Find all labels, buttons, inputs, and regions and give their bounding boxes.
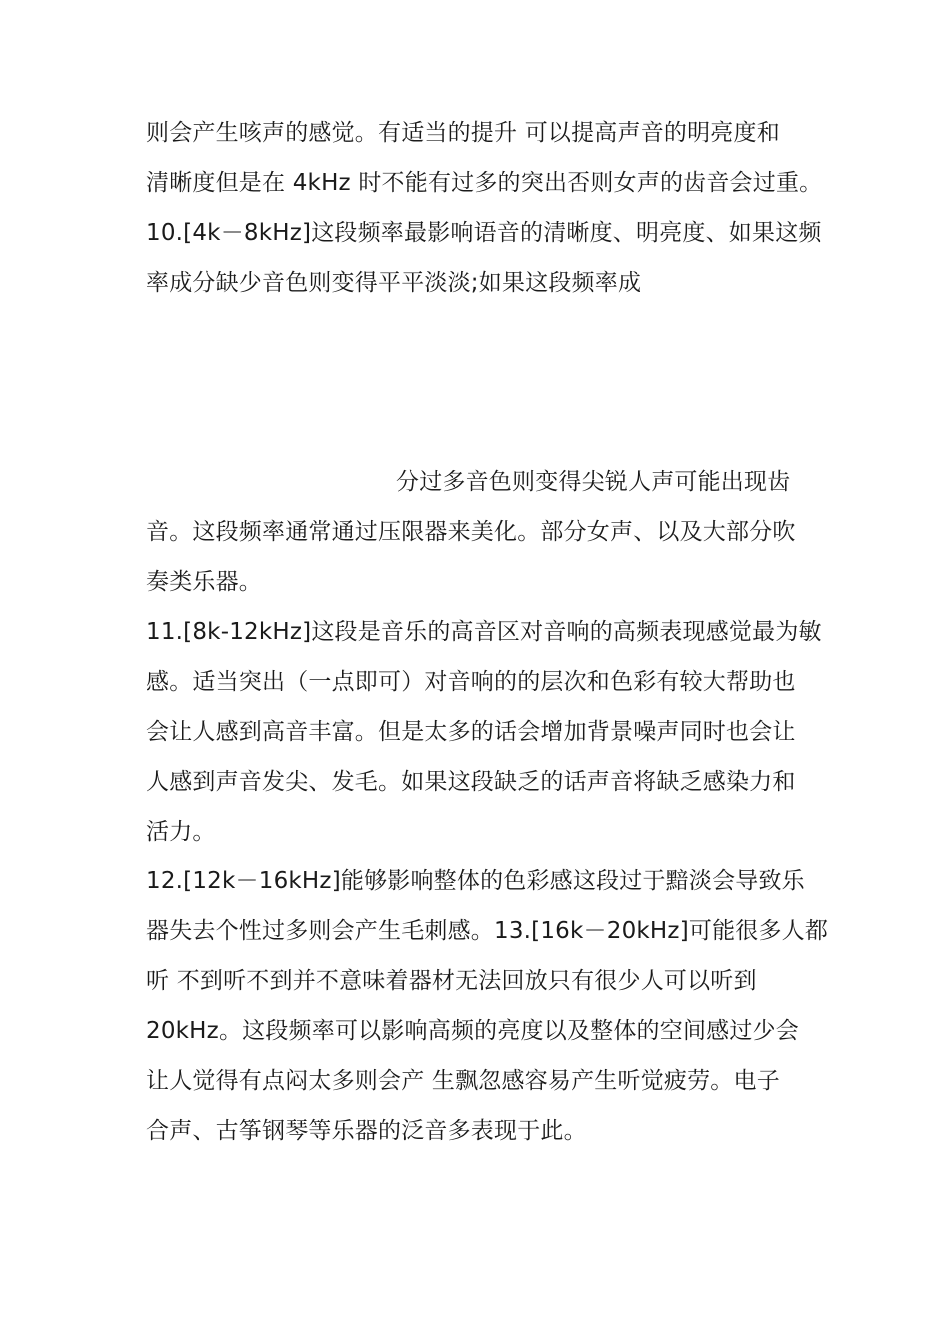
text-line: 合声、古筝钢琴等乐器的泛音多表现于此。 [146, 1118, 587, 1144]
text-line: 10.[4k－8kHz]这段频率最影响语音的清晰度、明亮度、如果这频 [146, 220, 822, 246]
text-line: 人感到声音发尖、发毛。如果这段缺乏的话声音将缺乏感染力和 [146, 769, 796, 795]
text-line: 感。适当突出（一点即可）对音响的的层次和色彩有较大帮助也 [146, 669, 796, 695]
text-line: 率成分缺少音色则变得平平淡淡;如果这段频率成 [146, 270, 642, 296]
text-line: 则会产生咳声的感觉。有适当的提升 可以提高声音的明亮度和 [146, 120, 780, 146]
text-line: 让人觉得有点闷太多则会产 生飘忽感容易产生听觉疲劳。电子 [146, 1068, 780, 1094]
text-line: 活力。 [146, 819, 216, 845]
text-line: 奏类乐器。 [146, 569, 262, 595]
text-line: 会让人感到高音丰富。但是太多的话会增加背景噪声同时也会让 [146, 719, 796, 745]
text-line: 分过多音色则变得尖锐人声可能出现齿 [396, 469, 791, 495]
text-line: 清晰度但是在 4kHz 时不能有过多的突出否则女声的齿音会过重。 [146, 170, 823, 196]
text-line: 器失去个性过多则会产生毛刺感。13.[16k－20kHz]可能很多人都 [146, 918, 829, 944]
text-line: 听 不到听不到并不意味着器材无法回放只有很少人可以听到 [146, 968, 757, 994]
text-line: 20kHz。这段频率可以影响高频的亮度以及整体的空间感过少会 [146, 1018, 799, 1044]
text-line: 12.[12k－16kHz]能够影响整体的色彩感这段过于黯淡会导致乐 [146, 868, 805, 894]
text-line: 音。这段频率通常通过压限器来美化。部分女声、以及大部分吹 [146, 519, 796, 545]
text-line: 11.[8k-12kHz]这段是音乐的高音区对音响的高频表现感觉最为敏 [146, 619, 822, 645]
